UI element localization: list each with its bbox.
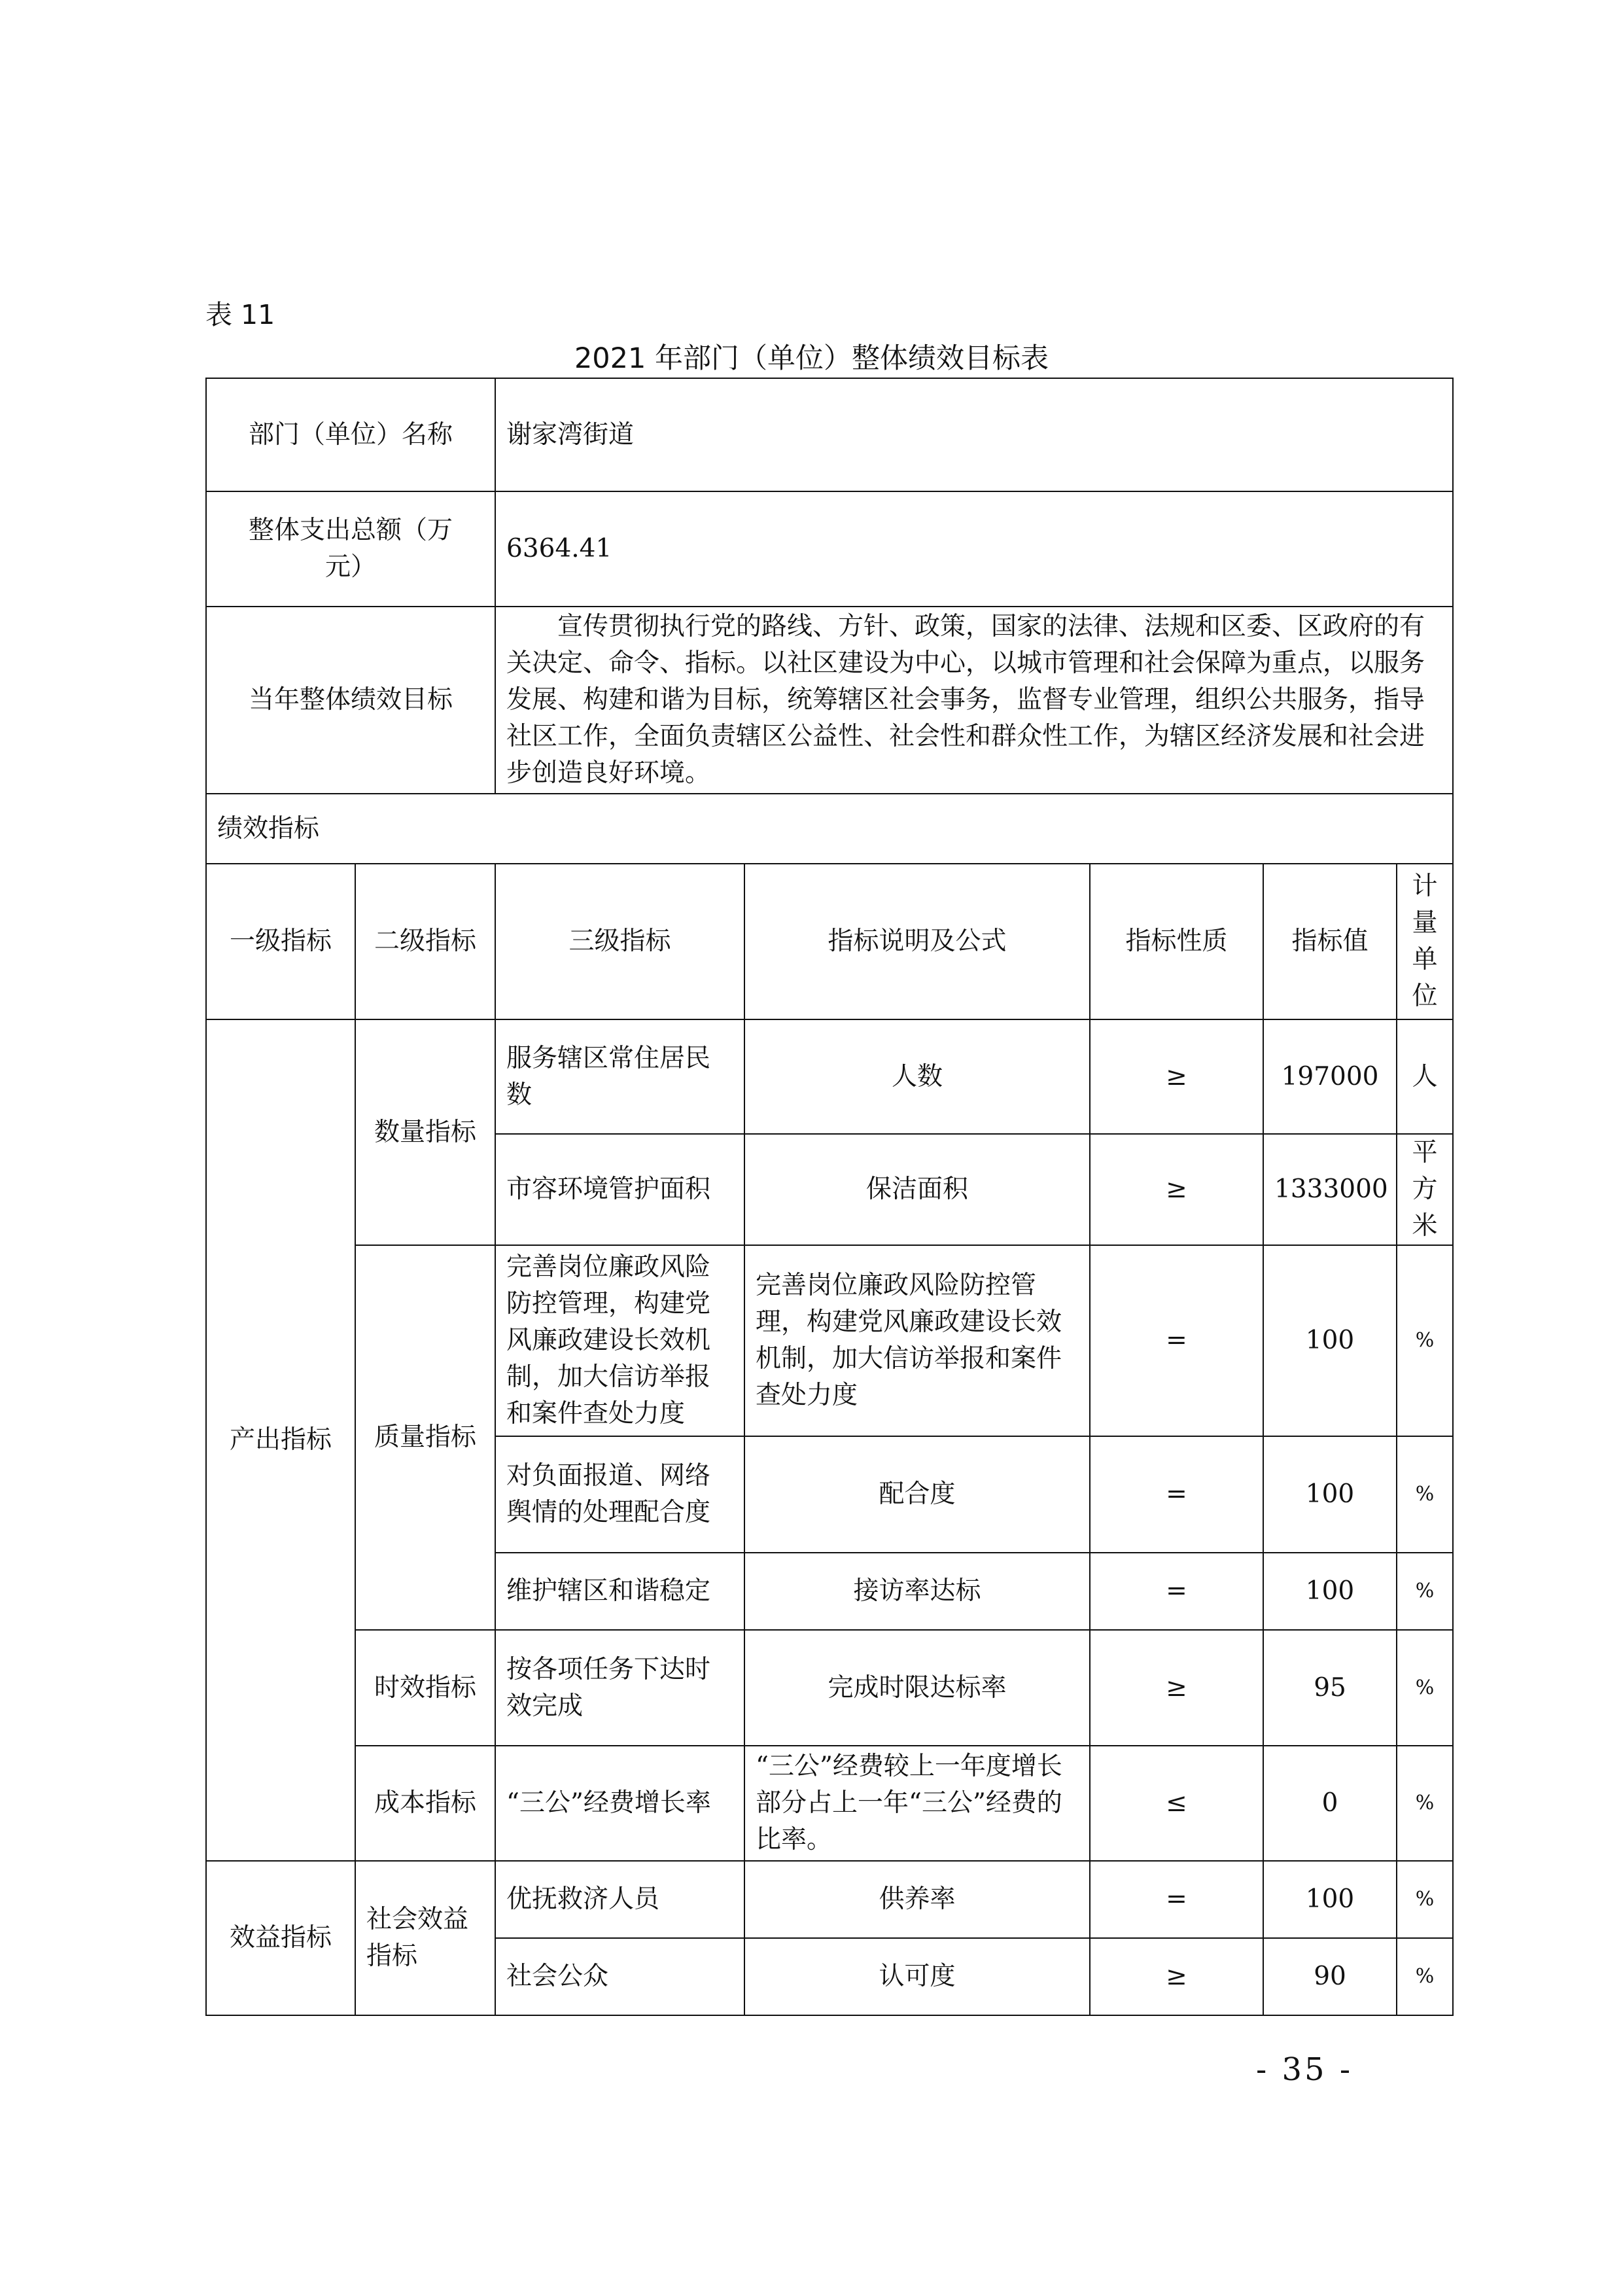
unit-cell: % — [1397, 1938, 1453, 2015]
value-cell: 0 — [1263, 1746, 1397, 1861]
unit-cell: 人 — [1397, 1019, 1453, 1134]
value-cell: 90 — [1263, 1938, 1397, 2015]
nature-cell: ≥ — [1090, 1019, 1263, 1134]
desc-cell: 完成时限达标率 — [744, 1630, 1090, 1746]
value-cell: 100 — [1263, 1861, 1397, 1938]
value-cell: 197000 — [1263, 1019, 1397, 1134]
expense-label: 整体支出总额（万元） — [206, 491, 495, 607]
col-header-desc: 指标说明及公式 — [744, 864, 1090, 1019]
desc-cell: 配合度 — [744, 1436, 1090, 1553]
value-cell: 100 — [1263, 1245, 1397, 1436]
level2-cell: 时效指标 — [355, 1630, 495, 1746]
unit-cell: % — [1397, 1746, 1453, 1861]
value-cell: 1333000 — [1263, 1134, 1397, 1245]
perf-label-row — [206, 794, 1453, 864]
desc-cell: 供养率 — [744, 1861, 1090, 1938]
nature-cell: = — [1090, 1436, 1263, 1553]
nature-cell: ≤ — [1090, 1746, 1263, 1861]
expense-value: 6364.41 — [495, 491, 1453, 607]
desc-cell: 保洁面积 — [744, 1134, 1090, 1245]
nature-cell: = — [1090, 1245, 1263, 1436]
desc-cell: 认可度 — [744, 1938, 1090, 2015]
value-cell: 95 — [1263, 1630, 1397, 1746]
nature-cell: = — [1090, 1861, 1263, 1938]
goal-row — [206, 607, 1453, 794]
col-header-unit: 计量单位 — [1397, 864, 1453, 1019]
desc-cell: 人数 — [744, 1019, 1090, 1134]
level3-cell: 市容环境管护面积 — [495, 1134, 744, 1245]
nature-cell: = — [1090, 1553, 1263, 1630]
goal-text: 宣传贯彻执行党的路线、方针、政策，国家的法律、法规和区委、区政府的有关决定、命令、指标。以社区建设为中心，以城市管理和社会保障为重点，以服务发展、构建和谐为目标，统筹辖区社会事务，监督专业管理，组织公共服务，指导社区工作，全面负责辖区公益性、社会性和群众性工作，为辖区经济发展和社会进步创造良好环境。 — [495, 607, 1453, 794]
goal-label: 当年整体绩效目标 — [206, 607, 495, 794]
value-cell: 100 — [1263, 1553, 1397, 1630]
table-row — [206, 1861, 1453, 1938]
nature-cell: ≥ — [1090, 1134, 1263, 1245]
unit-cell: % — [1397, 1436, 1453, 1553]
dept-row — [206, 378, 1453, 491]
expense-row — [206, 491, 1453, 607]
table-row — [206, 1746, 1453, 1861]
level3-cell: 维护辖区和谐稳定 — [495, 1553, 744, 1630]
table-row — [206, 1019, 1453, 1134]
col-header-value: 指标值 — [1263, 864, 1397, 1019]
unit-cell: % — [1397, 1630, 1453, 1746]
desc-cell: “三公”经费较上一年度增长部分占上一年“三公”经费的比率。 — [744, 1746, 1090, 1861]
level3-cell: 对负面报道、网络舆情的处理配合度 — [495, 1436, 744, 1553]
level3-cell: 社会公众 — [495, 1938, 744, 2015]
col-header-level2: 二级指标 — [355, 864, 495, 1019]
column-header-row — [206, 864, 1453, 1019]
unit-cell: 平方米 — [1397, 1134, 1453, 1245]
nature-cell: ≥ — [1090, 1938, 1263, 2015]
page-title: 2021 年部门（单位）整体绩效目标表 — [574, 342, 1049, 375]
level2-cell: 数量指标 — [355, 1019, 495, 1245]
level3-cell: “三公”经费增长率 — [495, 1746, 744, 1861]
unit-cell: % — [1397, 1245, 1453, 1436]
level1-cell: 效益指标 — [206, 1861, 355, 2015]
level1-cell: 产出指标 — [206, 1019, 355, 1861]
table-row — [206, 1630, 1453, 1746]
table-label: 表 11 — [205, 299, 275, 330]
level2-cell: 质量指标 — [355, 1245, 495, 1630]
dept-label: 部门（单位）名称 — [206, 378, 495, 491]
value-cell: 100 — [1263, 1436, 1397, 1553]
col-header-nature: 指标性质 — [1090, 864, 1263, 1019]
dept-value: 谢家湾街道 — [495, 378, 1453, 491]
desc-cell: 接访率达标 — [744, 1553, 1090, 1630]
level3-cell: 优抚救济人员 — [495, 1861, 744, 1938]
page-number: - 35 - — [1256, 2051, 1353, 2088]
level2-cell: 社会效益指标 — [355, 1861, 495, 2015]
unit-cell: % — [1397, 1553, 1453, 1630]
level3-cell: 完善岗位廉政风险防控管理，构建党风廉政建设长效机制，加大信访举报和案件查处力度 — [495, 1245, 744, 1436]
perf-label: 绩效指标 — [206, 794, 1453, 864]
level3-cell: 服务辖区常住居民数 — [495, 1019, 744, 1134]
desc-cell: 完善岗位廉政风险防控管理，构建党风廉政建设长效机制，加大信访举报和案件查处力度 — [744, 1245, 1090, 1436]
col-header-level3: 三级指标 — [495, 864, 744, 1019]
level3-cell: 按各项任务下达时效完成 — [495, 1630, 744, 1746]
unit-cell: % — [1397, 1861, 1453, 1938]
performance-table — [205, 378, 1454, 2016]
level2-cell: 成本指标 — [355, 1746, 495, 1861]
table-row — [206, 1245, 1453, 1436]
nature-cell: ≥ — [1090, 1630, 1263, 1746]
col-header-level1: 一级指标 — [206, 864, 355, 1019]
